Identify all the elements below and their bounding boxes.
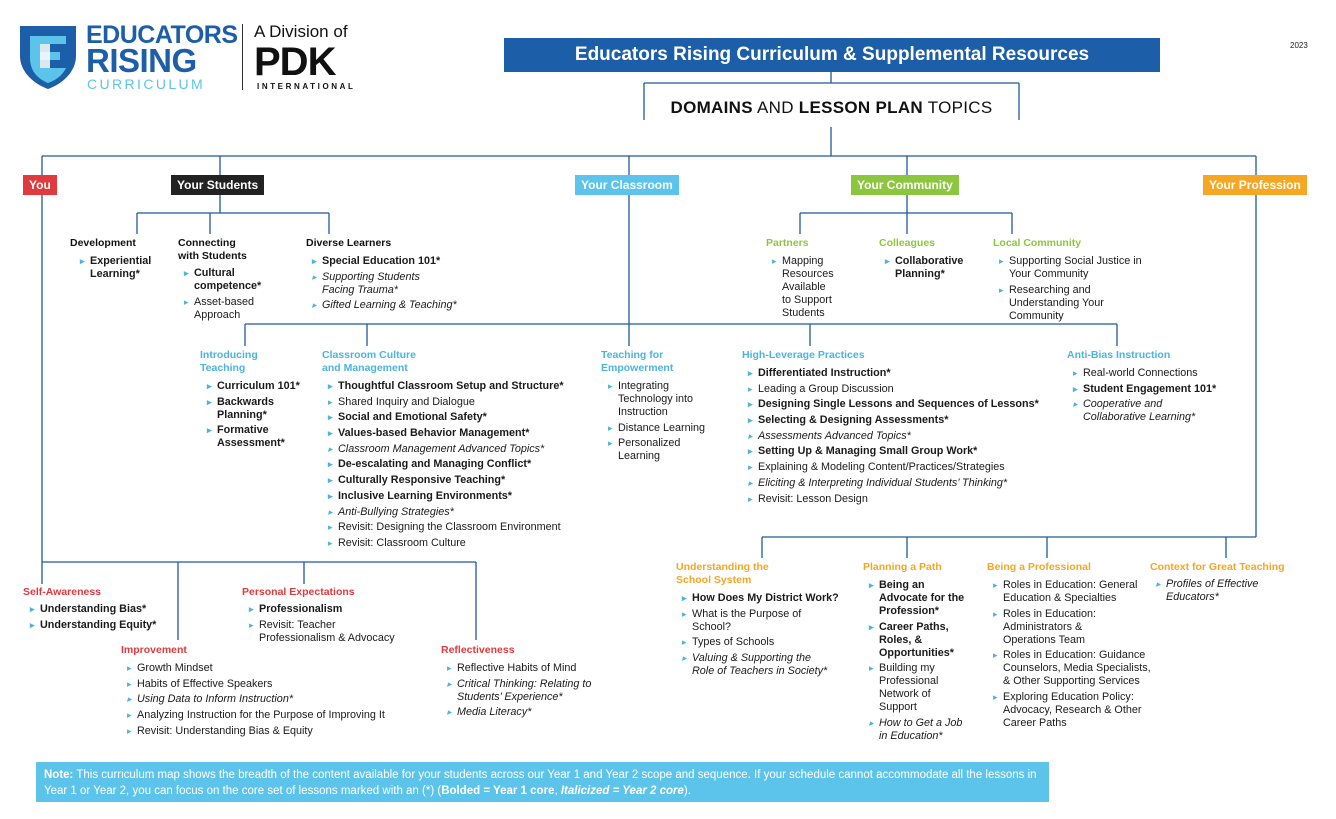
domains-subtitle [645, 89, 1018, 127]
year-label: 2023 [1290, 41, 1308, 50]
topic-reflective-habits: ▸ Reflective Habits of Mind [447, 662, 631, 675]
topic-roles-guidance: ▸ Roles in Education: Guidance Counselors, Media Specialists, & Other Supporting Services [993, 649, 1172, 688]
list-connecting [184, 267, 298, 322]
topic-anti-bullying: ▸ Anti-Bullying Strategies* [328, 506, 602, 519]
list-local-community [999, 255, 1173, 323]
topic-eliciting-thinking: ▸ Eliciting & Interpreting Individual Students’ Thinking* [748, 477, 1062, 490]
topic-gifted-learning: ▸ Gifted Learning & Teaching* [312, 299, 486, 312]
group-local-community [993, 237, 1173, 325]
educators-rising-logo [16, 22, 366, 92]
topic-culturally-responsive: ▸ Culturally Responsive Teaching* [328, 474, 602, 487]
group-improvement [121, 644, 441, 740]
topic-differentiated-instruction: ▸ Differentiated Instruction* [748, 367, 1062, 380]
topic-purpose-of-school: ▸ What is the Purpose of School? [682, 608, 861, 634]
topic-valuing-teachers: ▸ Valuing & Supporting the Role of Teachers in Society* [682, 652, 861, 678]
note-end: ). [683, 785, 691, 797]
topic-assessments-advanced: ▸ Assessments Advanced Topics* [748, 430, 1062, 443]
group-anti-bias-instruction [1067, 349, 1247, 427]
topic-asset-based: ▸ Asset-based Approach [184, 296, 298, 322]
topic-supporting-trauma: ▸ Supporting Students Facing Trauma* [312, 271, 486, 297]
note-italic-text: Italicized = Year 2 core [560, 785, 684, 797]
topic-advocate-profession: ▸ Being an Advocate for the Profession* [869, 579, 983, 618]
topic-social-justice: ▸ Supporting Social Justice in Your Community [999, 255, 1173, 281]
list-improvement [127, 662, 441, 738]
list-introducing-teaching [207, 380, 310, 450]
topic-student-engagement: ▸ Student Engagement 101* [1073, 383, 1247, 396]
group-personal-expectations [242, 586, 432, 647]
note-label: Note: [44, 769, 74, 781]
group-connecting [178, 237, 298, 324]
list-high-leverage-practices [748, 367, 1062, 506]
heading-diverse-learners: Diverse Learners [306, 237, 392, 249]
topic-revisit-classroom-environment: ▸ Revisit: Designing the Classroom Environment [328, 521, 602, 534]
list-context-great-teaching [1156, 578, 1320, 604]
topic-cooperative-learning: ▸ Cooperative and Collaborative Learning* [1073, 398, 1247, 424]
note-text: This curriculum map shows the breadth of the content available for your students across our Year 1 and Year 2 scope and sequence. If your schedule cannot accommodate all the lessons in Year 1 or Year 2, you can focus on the core set of lessons marked with an (*) ( [44, 769, 1037, 797]
domain-you: You [23, 175, 57, 195]
heading-personal-expectations: Personal Expectations [242, 586, 355, 598]
shield-logo-icon [16, 22, 80, 90]
topic-inclusive-learning: ▸ Inclusive Learning Environments* [328, 490, 602, 503]
topic-mapping-resources: ▸ Mapping Resources Available to Support Students [772, 255, 866, 320]
topic-growth-mindset: ▸ Growth Mindset [127, 662, 441, 675]
group-colleagues [879, 237, 989, 284]
domain-your-community: Your Community [851, 175, 959, 195]
list-teaching-empowerment [608, 380, 731, 463]
domain-your-classroom: Your Classroom [575, 175, 679, 195]
topic-analyzing-instruction: ▸ Analyzing Instruction for the Purpose of Improving It [127, 709, 441, 722]
pdk-logo: PDK [254, 40, 336, 84]
topic-roles-general: ▸ Roles in Education: General Education & Specialties [993, 579, 1172, 605]
heading-planning-a-path: Planning a Path [863, 561, 942, 573]
list-diverse-learners [312, 255, 486, 312]
topic-emotional-safety: ▸ Social and Emotional Safety* [328, 411, 602, 424]
group-teaching-empowerment [601, 349, 731, 466]
heading-development: Development [70, 237, 136, 249]
topic-revisit-bias-equity: ▸ Revisit: Understanding Bias & Equity [127, 725, 441, 738]
heading-context-great-teaching: Context for Great Teaching [1150, 561, 1285, 573]
topic-using-data: ▸ Using Data to Inform Instruction* [127, 693, 441, 706]
heading-colleagues: Colleagues [879, 237, 936, 249]
topic-education-policy: ▸ Exploring Education Policy: Advocacy, Research & Other Career Paths [993, 691, 1172, 730]
heading-partners: Partners [766, 237, 809, 249]
subtitle-lesson-plan: LESSON PLAN [798, 98, 923, 117]
heading-self-awareness: Self-Awareness [23, 586, 102, 598]
list-being-a-professional [993, 579, 1172, 730]
heading-teaching-empowerment: Teaching for Empowerment [601, 349, 674, 374]
heading-high-leverage-practices: High-Leverage Practices [742, 349, 865, 361]
topic-experiential-learning: ▸ Experiential Learning* [80, 255, 170, 281]
topic-explaining-modeling: ▸ Explaining & Modeling Content/Practices/Strategies [748, 461, 1062, 474]
topic-group-discussion: ▸ Leading a Group Discussion [748, 383, 1062, 396]
group-high-leverage-practices [742, 349, 1062, 508]
topic-roles-administrators: ▸ Roles in Education: Administrators & Operations Team [993, 608, 1172, 647]
page-title: Educators Rising Curriculum & Supplemental Resources [504, 38, 1160, 72]
topic-classroom-setup: ▸ Thoughtful Classroom Setup and Structure* [328, 380, 602, 393]
subtitle-domains: DOMAINS [670, 98, 753, 117]
division-label: A Division of [254, 22, 348, 41]
list-self-awareness [30, 603, 183, 632]
note-italic-legend [561, 785, 684, 797]
logo-educators: EDUCATORS [86, 21, 238, 49]
topic-researching-community: ▸ Researching and Understanding Your Community [999, 284, 1173, 323]
curriculum-note [36, 762, 1049, 802]
topic-profiles-educators: ▸ Profiles of Effective Educators* [1156, 578, 1320, 604]
topic-understanding-bias: ▸ Understanding Bias* [30, 603, 183, 616]
topic-career-paths: ▸ Career Paths, Roles, & Opportunities* [869, 621, 983, 660]
topic-integrating-technology: ▸ Integrating Technology into Instruction [608, 380, 731, 419]
topic-backwards-planning: ▸ Backwards Planning* [207, 396, 310, 422]
domain-your-students: Your Students [171, 175, 264, 195]
group-planning-a-path [863, 561, 983, 746]
group-development [70, 237, 170, 284]
topic-behavior-management: ▸ Values-based Behavior Management* [328, 427, 602, 440]
list-reflectiveness [447, 662, 631, 719]
group-self-awareness [23, 586, 183, 634]
group-partners [766, 237, 866, 323]
heading-connecting: Connecting with Students [178, 237, 247, 262]
list-classroom-culture [328, 380, 602, 550]
logo-curriculum: CURRICULUM [87, 76, 206, 92]
list-understanding-school-system [682, 592, 861, 678]
heading-understanding-school-system: Understanding the School System [676, 561, 769, 586]
heading-reflectiveness: Reflectiveness [441, 644, 515, 656]
list-planning-a-path [869, 579, 983, 743]
list-personal-expectations [249, 603, 432, 645]
topic-distance-learning: ▸ Distance Learning [608, 422, 731, 435]
topic-designing-lessons: ▸ Designing Single Lessons and Sequences of Lessons* [748, 398, 1062, 411]
topic-professional-network: ▸ Building my Professional Network of Support [869, 662, 983, 714]
topic-critical-thinking: ▸ Critical Thinking: Relating to Students’ Experience* [447, 678, 631, 704]
pdk-international: INTERNATIONAL [257, 82, 356, 91]
topic-real-world-connections: ▸ Real-world Connections [1073, 367, 1247, 380]
topic-special-education: ▸ Special Education 101* [312, 255, 486, 268]
group-reflectiveness [441, 644, 631, 722]
note-bold-legend: Bolded = Year 1 core [441, 785, 555, 797]
topic-personalized-learning: ▸ Personalized Learning [608, 437, 731, 463]
heading-classroom-culture: Classroom Culture and Management [322, 349, 416, 374]
group-understanding-school-system [676, 561, 861, 681]
logo-divider [242, 24, 243, 90]
topic-cultural-competence: ▸ Cultural competence* [184, 267, 298, 293]
heading-introducing-teaching: Introducing Teaching [200, 349, 258, 374]
subtitle-topics: TOPICS [923, 98, 993, 117]
heading-being-a-professional: Being a Professional [987, 561, 1091, 573]
group-classroom-culture [322, 349, 602, 553]
list-anti-bias-instruction [1073, 367, 1247, 424]
topic-professionalism: ▸ Professionalism [249, 603, 432, 616]
topic-revisit-classroom-culture: ▸ Revisit: Classroom Culture [328, 537, 602, 550]
domain-your-profession: Your Profession [1203, 175, 1307, 195]
topic-media-literacy: ▸ Media Literacy* [447, 706, 631, 719]
topic-designing-assessments: ▸ Selecting & Designing Assessments* [748, 414, 1062, 427]
heading-local-community: Local Community [993, 237, 1082, 249]
group-introducing-teaching [200, 349, 310, 453]
note-separator: , [554, 785, 561, 797]
topic-curriculum-101: ▸ Curriculum 101* [207, 380, 310, 393]
heading-improvement: Improvement [121, 644, 187, 656]
topic-understanding-equity: ▸ Understanding Equity* [30, 619, 183, 632]
topic-shared-inquiry: ▸ Shared Inquiry and Dialogue [328, 396, 602, 409]
topic-de-escalating: ▸ De-escalating and Managing Conflict* [328, 458, 602, 471]
topic-effective-speakers: ▸ Habits of Effective Speakers [127, 678, 441, 691]
topic-small-group-work: ▸ Setting Up & Managing Small Group Work* [748, 445, 1062, 458]
topic-district-work: ▸ How Does My District Work? [682, 592, 861, 605]
topic-formative-assessment: ▸ Formative Assessment* [207, 424, 310, 450]
topic-revisit-professionalism: ▸ Revisit: Teacher Professionalism & Advocacy [249, 619, 432, 645]
logo-rising: RISING [86, 42, 197, 79]
heading-anti-bias-instruction: Anti-Bias Instruction [1067, 349, 1171, 361]
group-context-great-teaching [1150, 561, 1320, 607]
topic-revisit-lesson-design: ▸ Revisit: Lesson Design [748, 493, 1062, 506]
topic-collaborative-planning: ▸ Collaborative Planning* [885, 255, 989, 281]
topic-classroom-management-advanced: ▸ Classroom Management Advanced Topics* [328, 443, 602, 456]
subtitle-and: AND [752, 98, 799, 117]
list-colleagues [885, 255, 989, 281]
topic-get-a-job: ▸ How to Get a Job in Education* [869, 717, 983, 743]
group-being-a-professional [987, 561, 1172, 733]
group-diverse-learners [306, 237, 486, 315]
list-development [80, 255, 170, 281]
topic-types-of-schools: ▸ Types of Schools [682, 636, 861, 649]
list-partners [772, 255, 866, 320]
